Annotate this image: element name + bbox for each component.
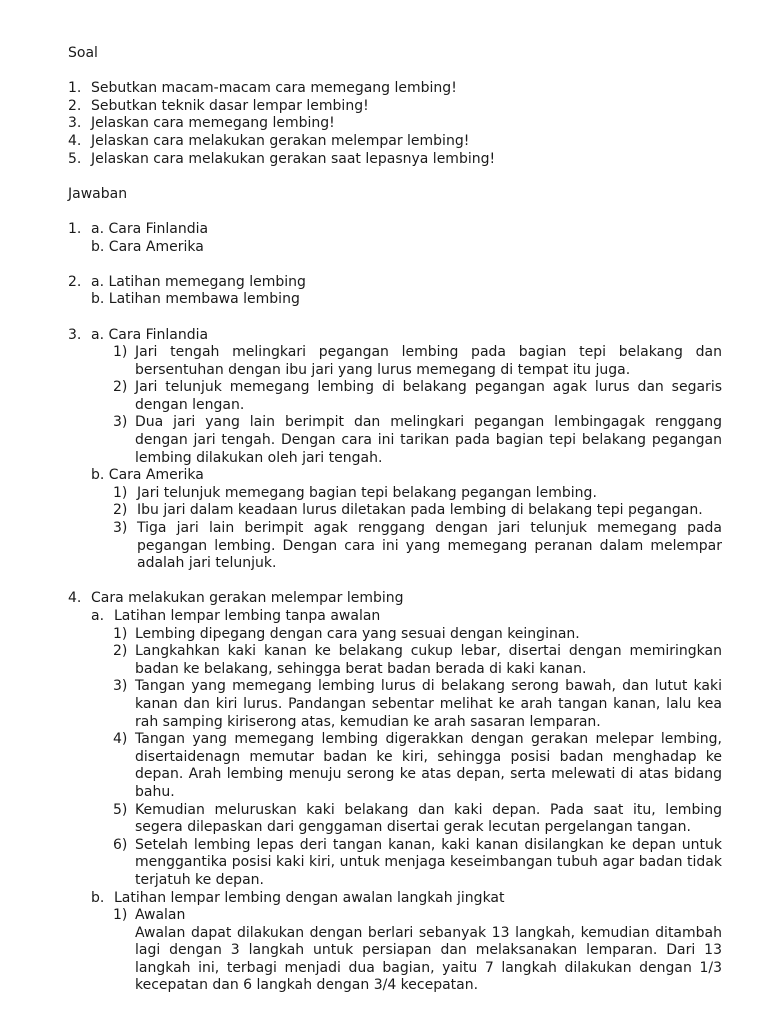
item-number: 3. [68, 115, 82, 132]
list-item [113, 344, 722, 379]
item-number: 2) [113, 502, 128, 519]
list-item [113, 485, 722, 503]
item-text: Tangan yang memegang lembing lurus di belakang serong bawah, dan lutut kaki kanan dan kiri lurus. Pandangan sebentar melihat ke arah tangan kanan, lalu kea rah samping kiriserong atas, kemudian ke arah sasaran lemparan. [135, 678, 722, 730]
item-letter: b. [91, 889, 105, 906]
item-number: 2) [113, 643, 128, 660]
jawaban-heading: Jawaban [68, 185, 128, 202]
item-text: a. Latihan memegang lembing [91, 273, 306, 290]
item-number: 4. [68, 590, 82, 607]
item-text: Jelaskan cara melakukan gerakan saat lepasnya lembing! [91, 150, 496, 167]
item-text: Jari tengah melingkari pegangan lembing pada bagian tepi belakang dan bersentuhan dengan ibu jari yang lurus memegang di tempat itu juga. [135, 344, 722, 378]
soal-item [68, 151, 722, 169]
item-number: 6) [113, 836, 128, 853]
soal-heading: Soal [68, 45, 98, 61]
answer-4-a-list [113, 626, 722, 890]
soal-item [68, 98, 722, 116]
item-number: 1) [113, 344, 128, 361]
answer-3-b-title: b. Cara Amerika [91, 467, 204, 484]
item-text: Sebutkan macam-macam cara memegang lembing! [91, 80, 457, 97]
answer-4-b-list [113, 907, 722, 995]
list-item [113, 837, 722, 890]
answer-3 [68, 327, 722, 345]
item-number: 2) [113, 379, 128, 396]
answer-4-a-title: Latihan lempar lembing tanpa awalan [114, 608, 381, 624]
item-text: Jari telunjuk memegang lembing di belakang pegangan agak lurus dan segaris dengan lengan. [135, 379, 722, 413]
list-item [113, 802, 722, 837]
answer-1 [68, 221, 722, 239]
item-number: 2. [68, 273, 82, 290]
item-number: 1) [113, 907, 128, 924]
list-item [113, 414, 722, 467]
item-number: 3. [68, 326, 82, 343]
list-item-body [113, 925, 722, 995]
item-number: 5. [68, 150, 82, 167]
answer-4-title: Cara melakukan gerakan melempar lembing [91, 590, 404, 607]
item-text: Tangan yang memegang lembing digerakkan dengan gerakan melepar lembing, disertaidenagn memutar badan ke kiri, sehingga posisi badan menghadap ke depan. Arah lembing menuju serong ke atas depan, serta melewati di atas bidang bahu. [135, 731, 722, 800]
item-letter: a. [91, 608, 105, 624]
answer-1-b: b. Cara Amerika [91, 238, 204, 255]
list-item [113, 643, 722, 678]
item-text: Ibu jari dalam keadaan lurus diletakan pada lembing di belakang tepi pegangan. [137, 502, 703, 519]
answer-3-b-list [113, 485, 722, 573]
item-text: Setelah lembing lepas deri tangan kanan, kaki kanan disilangkan ke depan untuk menggantika posisi kaki kiri, untuk menjaga keseimbangan tubuh agar badan tidak terjatuh ke depan. [135, 836, 722, 888]
document-body [68, 45, 722, 995]
item-text: Dua jari yang lain berimpit dan melingkari pegangan lembingagak renggang dengan jari tengah. Dengan cara ini tarikan pada bagian tepi belakang pegangan lembing dilakukan oleh jari tengah. [135, 414, 722, 466]
item-number: 1. [68, 80, 82, 97]
list-item [113, 678, 722, 731]
list-item [113, 626, 722, 644]
item-number: 4) [113, 731, 128, 748]
answer-4-b [91, 890, 722, 908]
item-text: Sebutkan teknik dasar lempar lembing! [91, 97, 369, 114]
item-text: Langkahkan kaki kanan ke belakang cukup lebar, disertai dengan memiringkan badan ke belakang, sehingga berat badan berada di kaki kanan. [135, 643, 722, 677]
item-title: Awalan [135, 907, 186, 924]
item-text: Jelaskan cara memegang lembing! [91, 115, 335, 132]
item-number: 1) [113, 625, 128, 642]
answer-3-a-list [113, 344, 722, 467]
soal-item [68, 133, 722, 151]
answer-4-a [91, 608, 722, 626]
item-text: Lembing dipegang dengan cara yang sesuai dengan keinginan. [135, 625, 580, 642]
item-number: 3) [113, 678, 128, 695]
item-text: Awalan dapat dilakukan dengan berlari sebanyak 13 langkah, kemudian ditambah lagi dengan 3 langkah untuk persiapan dan melaksanakan lemparan. Dari 13 langkah ini, terbagi menjadi dua bagian, yaitu 7 langkah dilakukan dengan 1/3 kecepatan dan 6 langkah dengan 3/4 kecepatan. [135, 924, 722, 994]
list-item [113, 379, 722, 414]
answer-2 [68, 274, 722, 292]
item-text: Jelaskan cara melakukan gerakan melempar lembing! [91, 132, 470, 149]
item-text: Tiga jari lain berimpit agak renggang dengan jari telunjuk memegang pada pegangan lembing. Dengan cara ini yang memegang peranan dalam melempar adalah jari telunjuk. [137, 520, 722, 572]
answer-3-a-title: a. Cara Finlandia [91, 326, 209, 343]
item-text: a. Cara Finlandia [91, 220, 209, 237]
item-number: 1. [68, 220, 82, 237]
answer-4-b-title: Latihan lempar lembing dengan awalan langkah jingkat [114, 889, 505, 906]
answer-2-b: b. Latihan membawa lembing [91, 291, 300, 308]
item-number: 4. [68, 132, 82, 149]
soal-list [68, 80, 722, 168]
soal-item [68, 80, 722, 98]
list-item [113, 502, 722, 520]
soal-item [68, 115, 722, 133]
item-number: 1) [113, 484, 128, 501]
answer-4 [68, 590, 722, 608]
list-item [113, 907, 722, 925]
item-text: Jari telunjuk memegang bagian tepi belakang pegangan lembing. [137, 484, 597, 501]
item-number: 2. [68, 97, 82, 114]
item-number: 3) [113, 414, 128, 431]
item-number: 5) [113, 801, 128, 818]
item-number: 3) [113, 520, 128, 537]
list-item [113, 731, 722, 801]
item-text: Kemudian meluruskan kaki belakang dan kaki depan. Pada saat itu, lembing segera dilepaskan dari genggaman disertai gerak lecutan pergelangan tangan. [135, 801, 722, 836]
list-item [113, 520, 722, 573]
